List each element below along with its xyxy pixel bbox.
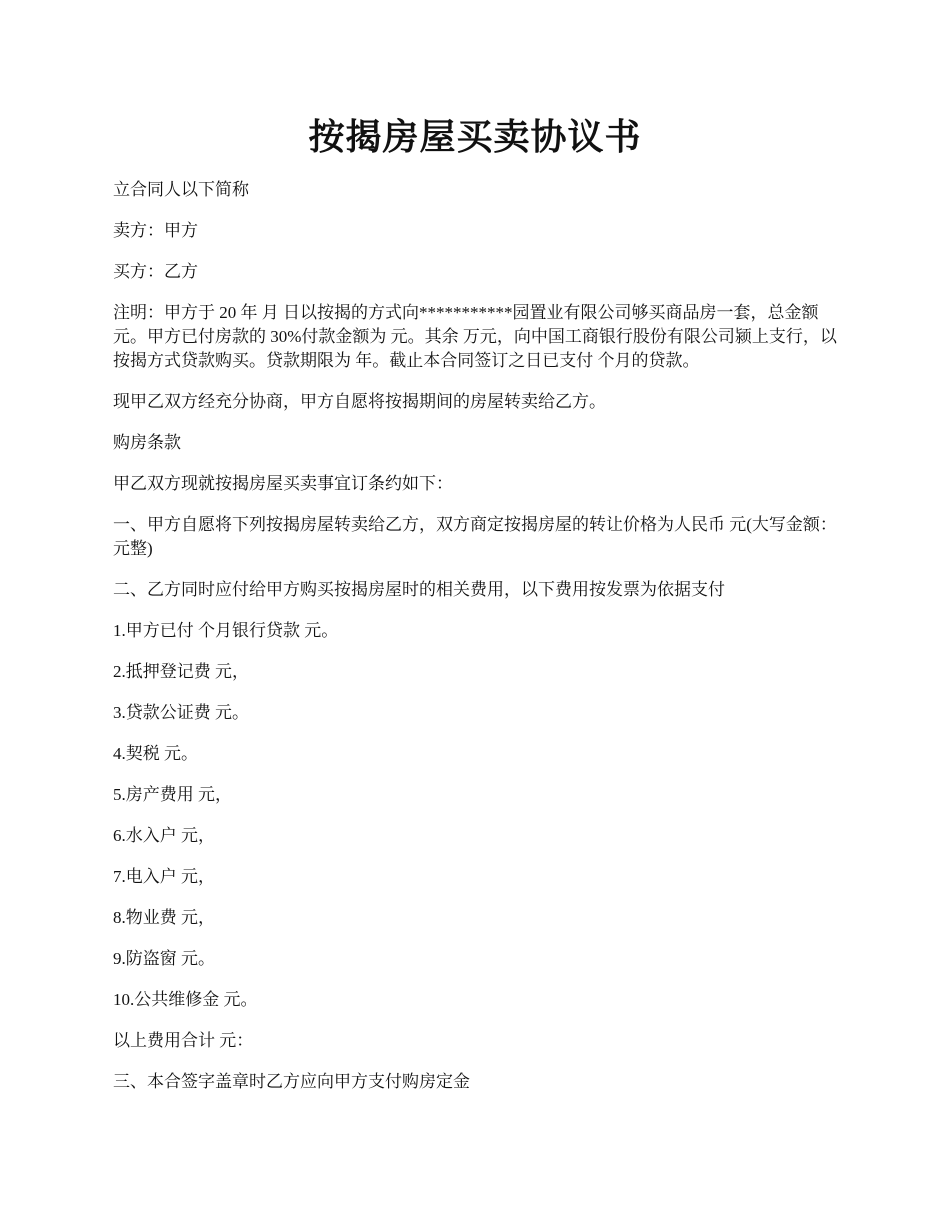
fee-item-5: 5.房产费用 元， (113, 785, 232, 804)
paragraph-seller: 卖方：甲方 (113, 221, 198, 240)
fee-item-8: 8.物业费 元， (113, 908, 215, 927)
fee-item-4: 4.契税 元。 (113, 744, 198, 763)
fee-item-10: 10.公共维修金 元。 (113, 990, 258, 1009)
paragraph-clause-3: 三、本合签字盖章时乙方应向甲方支付购房定金 (113, 1072, 470, 1091)
paragraph-clause-2: 二、乙方同时应付给甲方购买按揭房屋时的相关费用，以下费用按发票为依据支付 (113, 580, 725, 599)
fee-item-6: 6.水入户 元， (113, 826, 215, 845)
paragraph-note: 注明：甲方于 20 年 月 日以按揭的方式向***********园置业有限公司够买商品房一套，总金额 元。甲方已付房款的 30%付款金额为 元。其余 万元，向中国工商银行股份有限公司颍上支行，以按揭方式贷款购买。贷款期限为 年。截止本合同签订之日已支付 个月的贷款。 (113, 303, 837, 370)
paragraph-terms-intro: 甲乙双方现就按揭房屋买卖事宜订条约如下： (113, 474, 453, 493)
fee-item-7: 7.电入户 元， (113, 867, 215, 886)
paragraph-agreement-basis: 现甲乙双方经充分协商，甲方自愿将按揭期间的房屋转卖给乙方。 (113, 392, 606, 411)
fee-item-9: 9.防盗窗 元。 (113, 949, 215, 968)
paragraph-buyer: 买方：乙方 (113, 262, 198, 281)
fee-item-3: 3.贷款公证费 元。 (113, 703, 249, 722)
fee-item-1: 1.甲方已付 个月银行贷款 元。 (113, 621, 339, 640)
paragraph-clause-1: 一、甲方自愿将下列按揭房屋转卖给乙方，双方商定按揭房屋的转让价格为人民币 元(大写金额： 元整) (113, 515, 846, 558)
document-title: 按揭房屋买卖协议书 (308, 117, 642, 157)
document-body (113, 178, 846, 1111)
fee-total: 以上费用合计 元： (113, 1031, 254, 1050)
fee-item-2: 2.抵押登记费 元， (113, 662, 249, 681)
paragraph-section-heading: 购房条款 (113, 433, 181, 452)
paragraph-parties-intro: 立合同人以下简称 (113, 180, 249, 199)
